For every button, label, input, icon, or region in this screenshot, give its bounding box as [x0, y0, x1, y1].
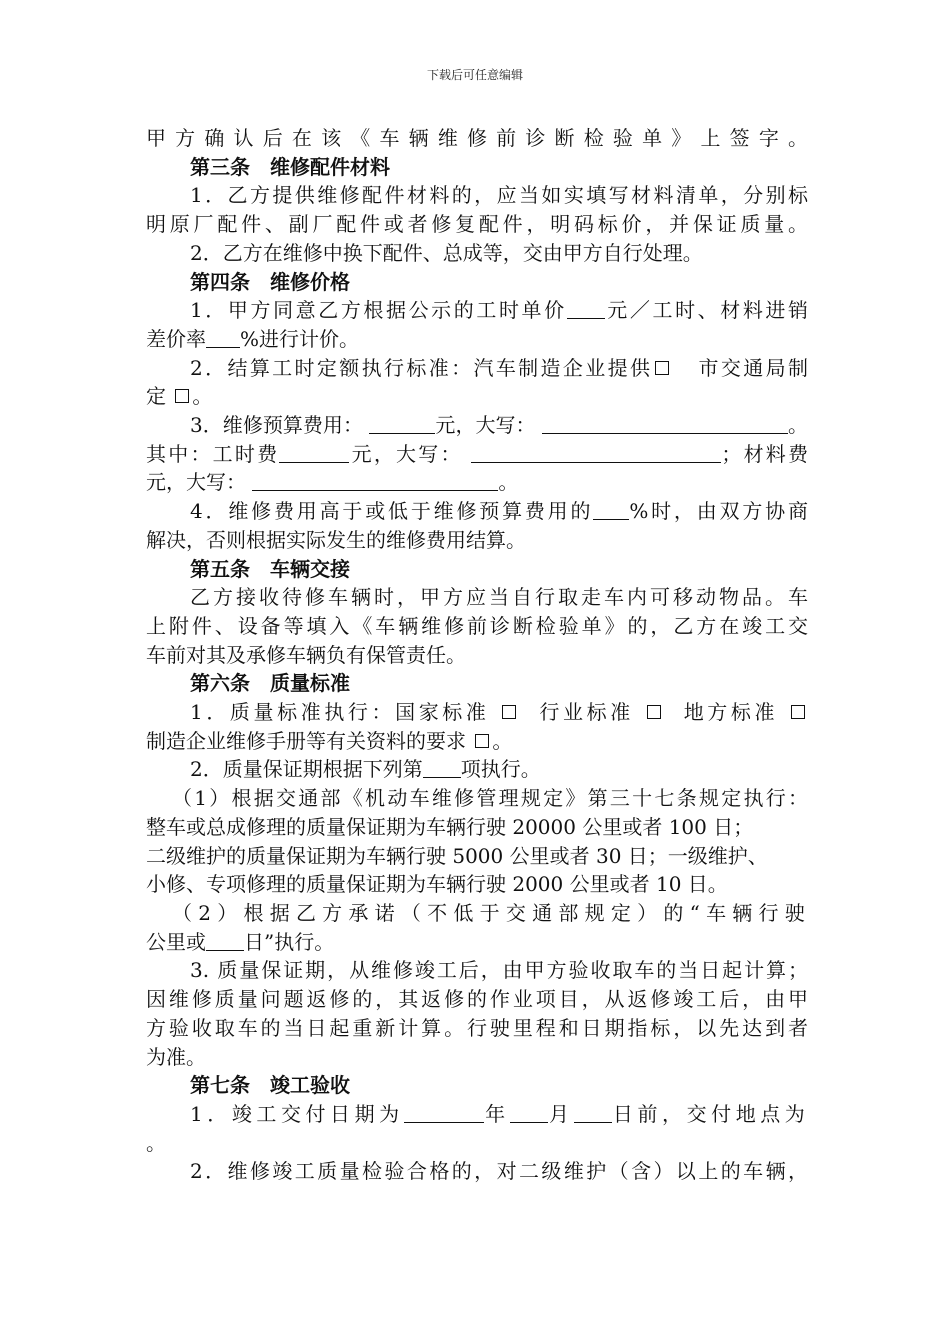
- text: 元，大写：: [435, 413, 536, 438]
- blank-field[interactable]: [404, 1102, 484, 1123]
- paragraph: 1．乙方提供维修配件材料的，应当如实填写材料清单，分别标: [190, 183, 808, 208]
- section-heading-7: [146, 1071, 808, 1100]
- text: 日”执行。: [244, 929, 335, 954]
- paragraph: （1）根据交通部《机动车维修管理规定》第三十七条规定执行：: [172, 786, 808, 811]
- text: 市交通局制: [698, 355, 809, 380]
- paragraph: [146, 468, 808, 497]
- contract-body: [146, 124, 808, 1186]
- section-number: 第五条: [190, 556, 250, 581]
- text: 元，大写：: [349, 441, 463, 466]
- paragraph: 解决，否则根据实际发生的维修费用结算。: [146, 527, 526, 552]
- paragraph: 二级维护的质量保证期为车辆行驶 5000 公里或者 30 日；一级维护、: [146, 843, 768, 868]
- section-number: 第六条: [190, 671, 250, 696]
- text: 1．竣工交付日期为: [190, 1101, 404, 1126]
- text: 。: [787, 413, 808, 438]
- checkbox[interactable]: [175, 389, 189, 403]
- checkbox[interactable]: [791, 705, 805, 719]
- paragraph: [146, 382, 808, 411]
- paragraph: 乙方接收待修车辆时，甲方应当自行取走车内可移动物品。车: [190, 585, 808, 610]
- paragraph: 整车或总成修理的质量保证期为车辆行驶 20000 公里或者 100 日；: [146, 814, 754, 839]
- text: 4．维修费用高于或低于维修预算费用的: [190, 499, 594, 524]
- blank-field[interactable]: [252, 470, 498, 491]
- paragraph: 3. 质量保证期，从维修竣工后，由甲方验收取车的当日起计算；: [190, 958, 808, 983]
- paragraph: [146, 296, 808, 325]
- blank-field[interactable]: [369, 413, 435, 434]
- text: 元／工时、材料进销: [604, 298, 809, 323]
- text: 行业标准: [539, 700, 634, 725]
- text: 制造企业维修手册等有关资料的要求: [146, 728, 466, 753]
- text: 其中：工时费: [146, 441, 280, 466]
- blank-field[interactable]: [206, 327, 240, 348]
- paragraph: 为准。: [146, 1044, 206, 1069]
- text: ；材料费: [721, 441, 809, 466]
- blank-field[interactable]: [574, 1102, 612, 1123]
- checkbox[interactable]: [475, 734, 489, 748]
- paragraph: 2．乙方在维修中换下配件、总成等，交由甲方自行处理。: [190, 240, 703, 265]
- paragraph: [146, 727, 808, 756]
- text: 2．质量保证期根据下列第: [190, 757, 423, 782]
- text: 元，大写：: [146, 470, 246, 495]
- blank-field[interactable]: [206, 930, 244, 951]
- text: 公里或: [146, 929, 206, 954]
- paragraph: 甲方确认后在该《车辆维修前诊断检验单》上签字。: [146, 126, 808, 150]
- paragraph: [146, 928, 808, 957]
- paragraph: 因维修质量问题返修的，其返修的作业项目，从返修竣工后，由甲: [146, 987, 808, 1012]
- paragraph: （2）根据乙方承诺（不低于交通部规定）的“车辆行驶: [172, 900, 808, 925]
- section-number: 第三条: [190, 154, 250, 179]
- section-number: 第四条: [190, 269, 250, 294]
- paragraph: [146, 1100, 808, 1129]
- checkbox[interactable]: [655, 361, 669, 375]
- text: 1．甲方同意乙方根据公示的工时单价: [190, 298, 567, 323]
- text: 定: [146, 384, 166, 409]
- section-number: 第七条: [190, 1073, 250, 1098]
- section-heading-4: [146, 268, 808, 297]
- paragraph: 小修、专项修理的质量保证期为车辆行驶 2000 公里或者 10 日。: [146, 872, 728, 897]
- checkbox[interactable]: [647, 705, 661, 719]
- text: 2．结算工时定额执行标准：汽车制造企业提供: [190, 355, 653, 380]
- text: 年: [483, 1101, 510, 1126]
- section-heading-5: [146, 555, 808, 584]
- section-title: 维修配件材料: [270, 154, 390, 179]
- checkbox[interactable]: [502, 705, 516, 719]
- paragraph: [146, 354, 808, 383]
- blank-field[interactable]: [567, 298, 605, 319]
- paragraph: [146, 698, 808, 727]
- text: 月: [547, 1101, 574, 1126]
- text: 日前，交付地点为: [611, 1101, 809, 1126]
- paragraph: [146, 755, 808, 784]
- page-header: 下载后可任意编辑: [426, 68, 523, 82]
- paragraph: 方验收取车的当日起重新计算。行驶里程和日期指标，以先达到者: [146, 1015, 808, 1040]
- section-title: 车辆交接: [270, 556, 350, 581]
- blank-field[interactable]: [279, 442, 349, 463]
- section-heading-6: [146, 669, 808, 698]
- section-title: 维修价格: [270, 269, 350, 294]
- text: 。: [498, 470, 519, 495]
- paragraph: 车前对其及承修车辆负有保管责任。: [146, 642, 466, 667]
- text: 。: [192, 384, 213, 409]
- blank-field[interactable]: [593, 499, 629, 520]
- blank-field[interactable]: [510, 1102, 548, 1123]
- paragraph: [146, 325, 808, 354]
- blank-field[interactable]: [471, 442, 721, 463]
- paragraph: 。: [146, 1130, 166, 1155]
- text: 差价率: [146, 326, 206, 351]
- paragraph: 上附件、设备等填入《车辆维修前诊断检验单》的，乙方在竣工交: [146, 613, 808, 638]
- paragraph: 明原厂配件、副厂配件或者修复配件，明码标价，并保证质量。: [146, 212, 808, 237]
- paragraph: 2．维修竣工质量检验合格的，对二级维护（含）以上的车辆，: [190, 1159, 808, 1184]
- text: 1．质量标准执行：国家标准: [190, 700, 490, 725]
- paragraph: [146, 411, 808, 440]
- paragraph: [146, 440, 808, 469]
- text: 地方标准: [683, 700, 779, 725]
- text: 3．维修预算费用：: [190, 413, 363, 438]
- blank-field[interactable]: [423, 757, 461, 778]
- section-title: 竣工验收: [270, 1073, 350, 1098]
- text: 项执行。: [460, 757, 541, 782]
- section-heading-3: [146, 153, 808, 182]
- paragraph: [146, 497, 808, 526]
- blank-field[interactable]: [542, 413, 788, 434]
- text: %时，由双方协商: [629, 499, 808, 524]
- section-title: 质量标准: [270, 671, 350, 696]
- text: 。: [492, 728, 513, 753]
- text: %进行计价。: [240, 326, 360, 351]
